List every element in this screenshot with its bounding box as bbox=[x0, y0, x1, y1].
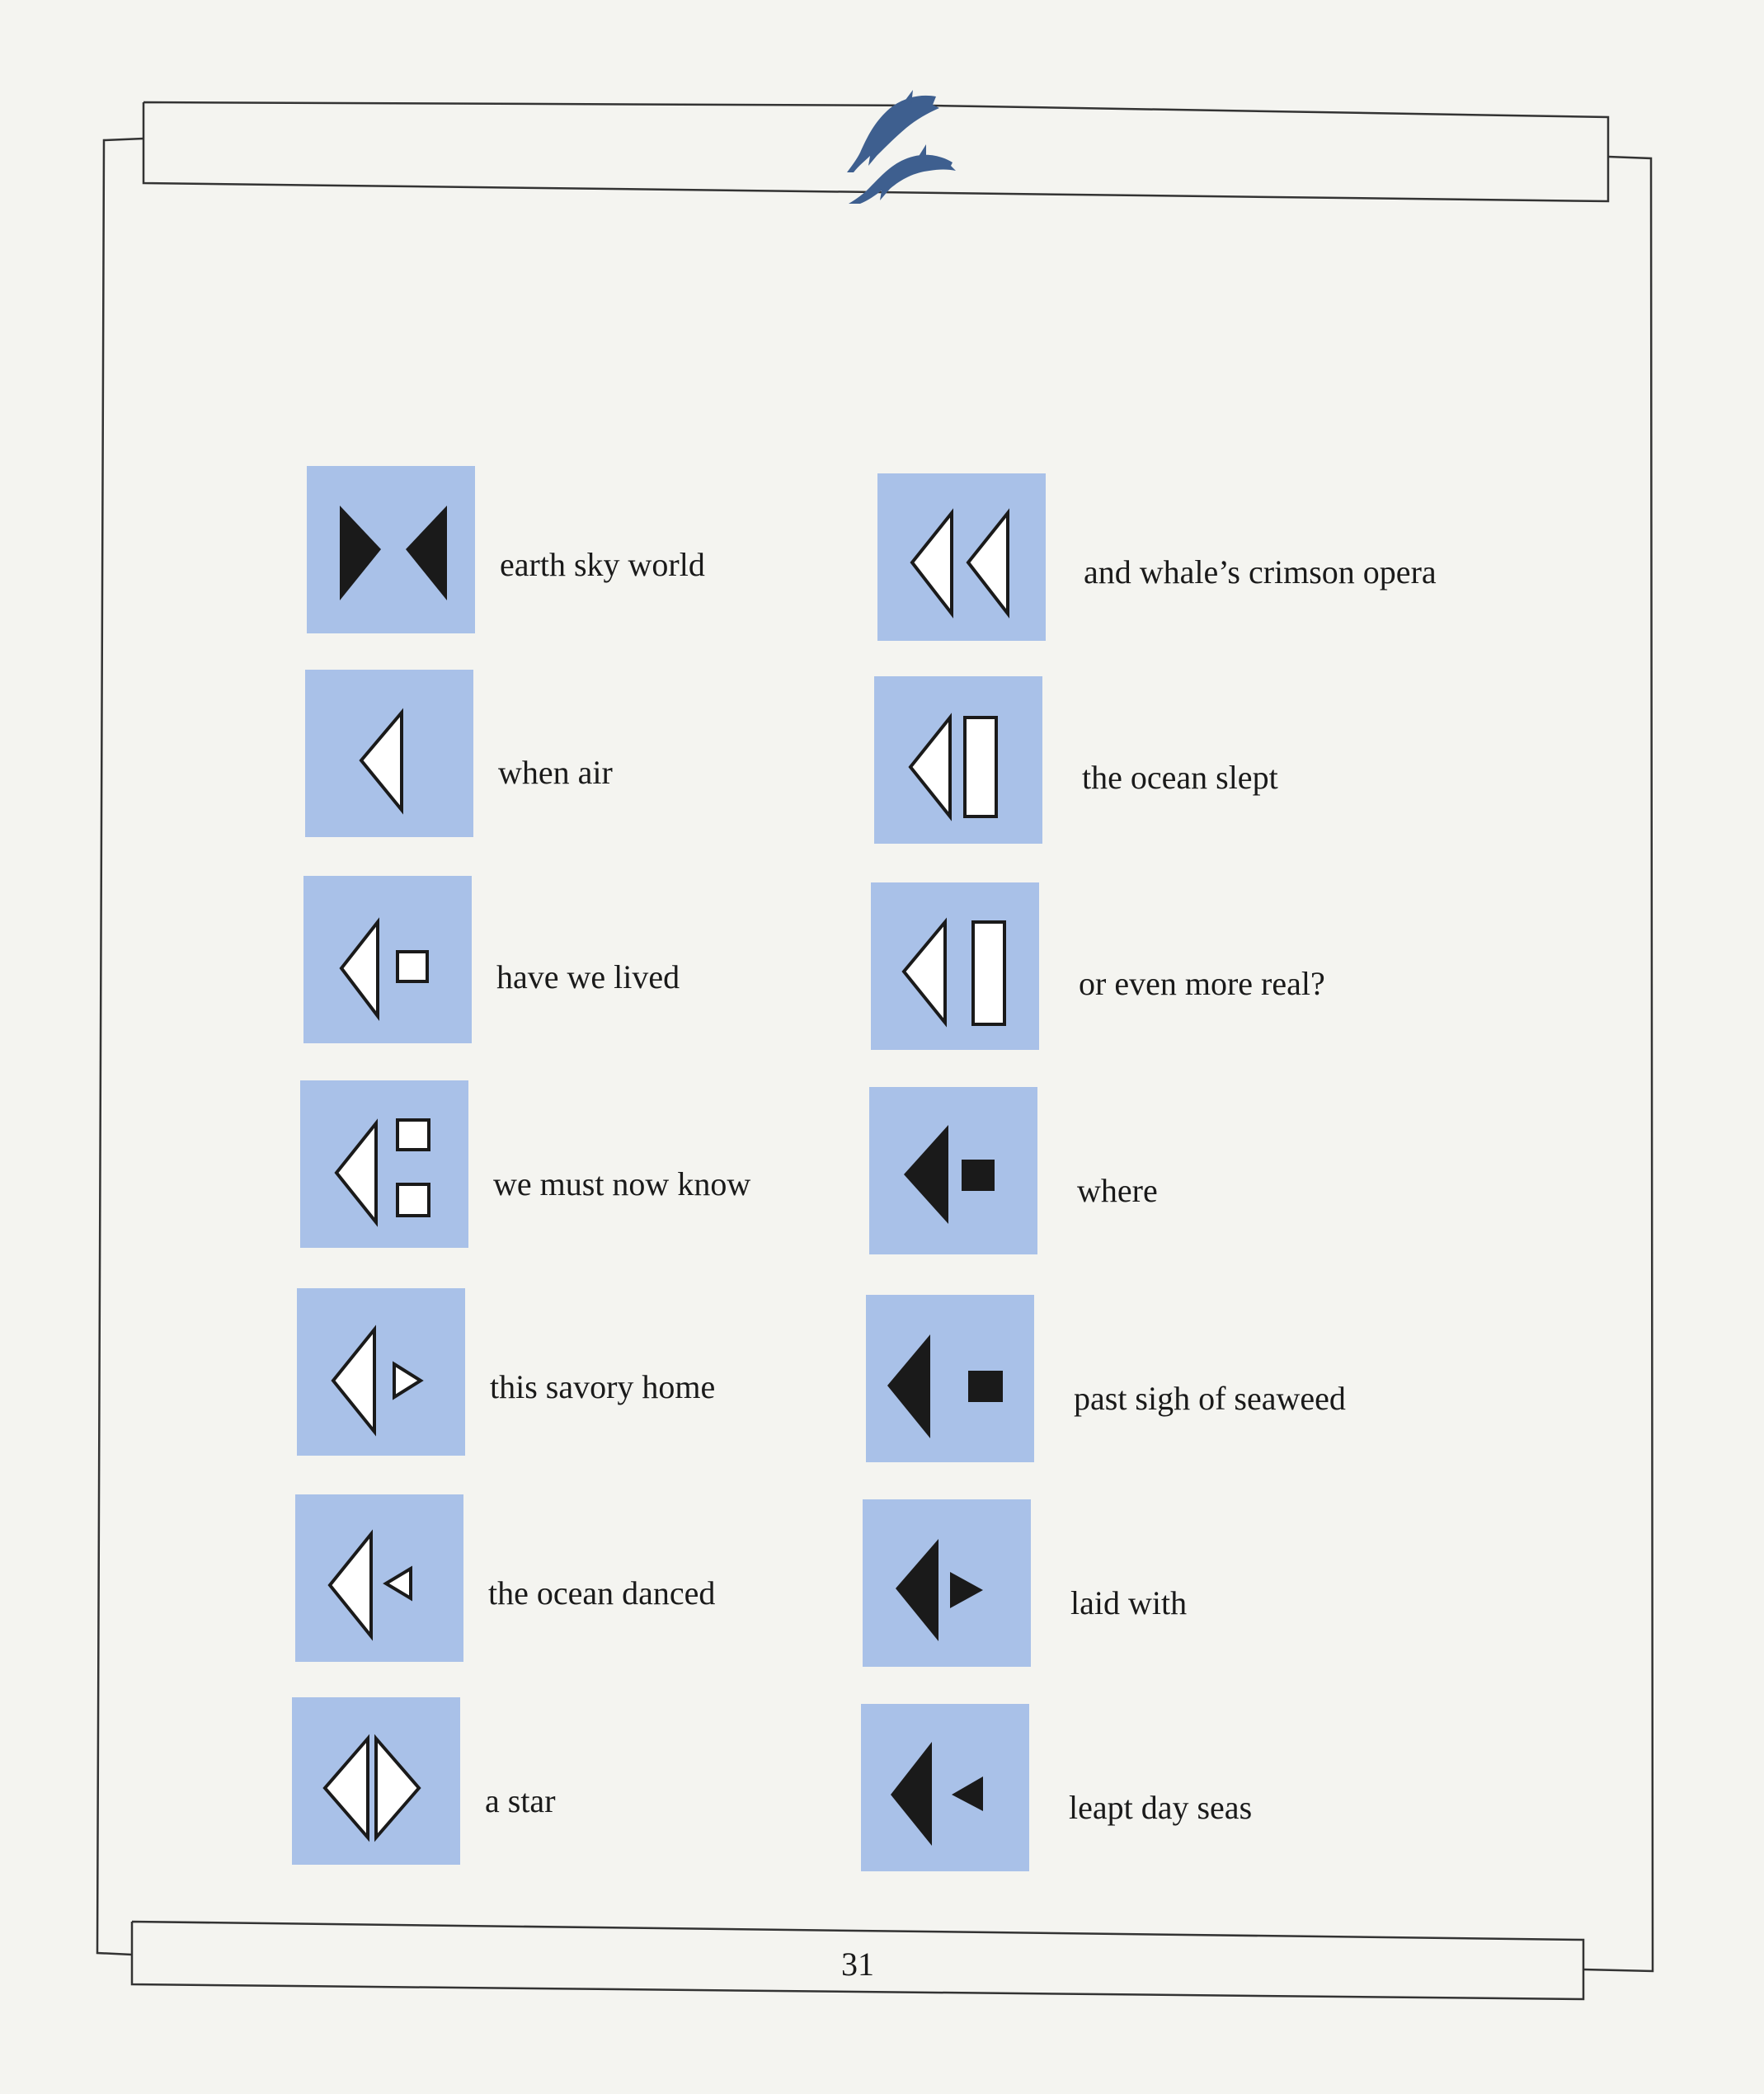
glyph-label: laid with bbox=[1070, 1584, 1188, 1621]
glyph-box bbox=[871, 882, 1039, 1050]
glyph-box bbox=[869, 1087, 1037, 1254]
glyph-label: and whale’s crimson opera bbox=[1084, 553, 1437, 591]
glyph-box bbox=[863, 1499, 1031, 1667]
outline-triangles-back-to-back-icon bbox=[292, 1697, 460, 1865]
glyph-box bbox=[305, 670, 473, 837]
glyph-label: the ocean danced bbox=[488, 1574, 716, 1612]
solid-triangle-square-icon bbox=[866, 1295, 1034, 1462]
outline-triangle-two-squares-icon bbox=[300, 1080, 468, 1248]
solid-triangle-small-left-triangle-icon bbox=[861, 1704, 1029, 1871]
outline-triangle-taller-rectangle-icon bbox=[871, 882, 1039, 1050]
outline-triangle-small-right-triangle-icon bbox=[297, 1288, 465, 1456]
glyph-label: earth sky world bbox=[500, 546, 705, 583]
glyph-label: we must now know bbox=[493, 1165, 751, 1202]
glyph-box bbox=[307, 466, 475, 633]
glyph-label: when air bbox=[498, 754, 613, 791]
glyph-box bbox=[861, 1704, 1029, 1871]
page-number: 31 bbox=[841, 1946, 874, 1983]
outline-triangle-small-left-triangle-icon bbox=[295, 1494, 463, 1662]
outline-triangle-tall-rectangle-icon bbox=[874, 676, 1042, 844]
solid-triangle-small-square-icon bbox=[869, 1087, 1037, 1254]
glyph-box bbox=[303, 876, 472, 1043]
glyph-label: have we lived bbox=[496, 958, 680, 995]
glyph-box bbox=[295, 1494, 463, 1662]
glyph-label: the ocean slept bbox=[1082, 759, 1278, 796]
glyph-label: or even more real? bbox=[1079, 965, 1325, 1002]
outline-triangle-small-square-icon bbox=[303, 876, 472, 1043]
glyph-label: a star bbox=[485, 1782, 556, 1819]
glyph-box bbox=[297, 1288, 465, 1456]
glyph-label: where bbox=[1077, 1172, 1158, 1209]
glyph-label: this savory home bbox=[490, 1368, 716, 1405]
glyph-box bbox=[300, 1080, 468, 1248]
solid-triangle-small-right-triangle-icon bbox=[863, 1499, 1031, 1667]
glyph-box bbox=[877, 473, 1046, 641]
glyph-box bbox=[292, 1697, 460, 1865]
two-outline-left-triangles-icon bbox=[877, 473, 1046, 641]
glyph-box bbox=[874, 676, 1042, 844]
outline-left-triangle-icon bbox=[305, 670, 473, 837]
dolphins-icon bbox=[821, 87, 969, 219]
glyph-box bbox=[866, 1295, 1034, 1462]
glyph-label: leapt day seas bbox=[1069, 1789, 1253, 1826]
glyph-label: past sigh of seaweed bbox=[1074, 1380, 1346, 1417]
solid-triangles-inward-icon bbox=[307, 466, 475, 633]
